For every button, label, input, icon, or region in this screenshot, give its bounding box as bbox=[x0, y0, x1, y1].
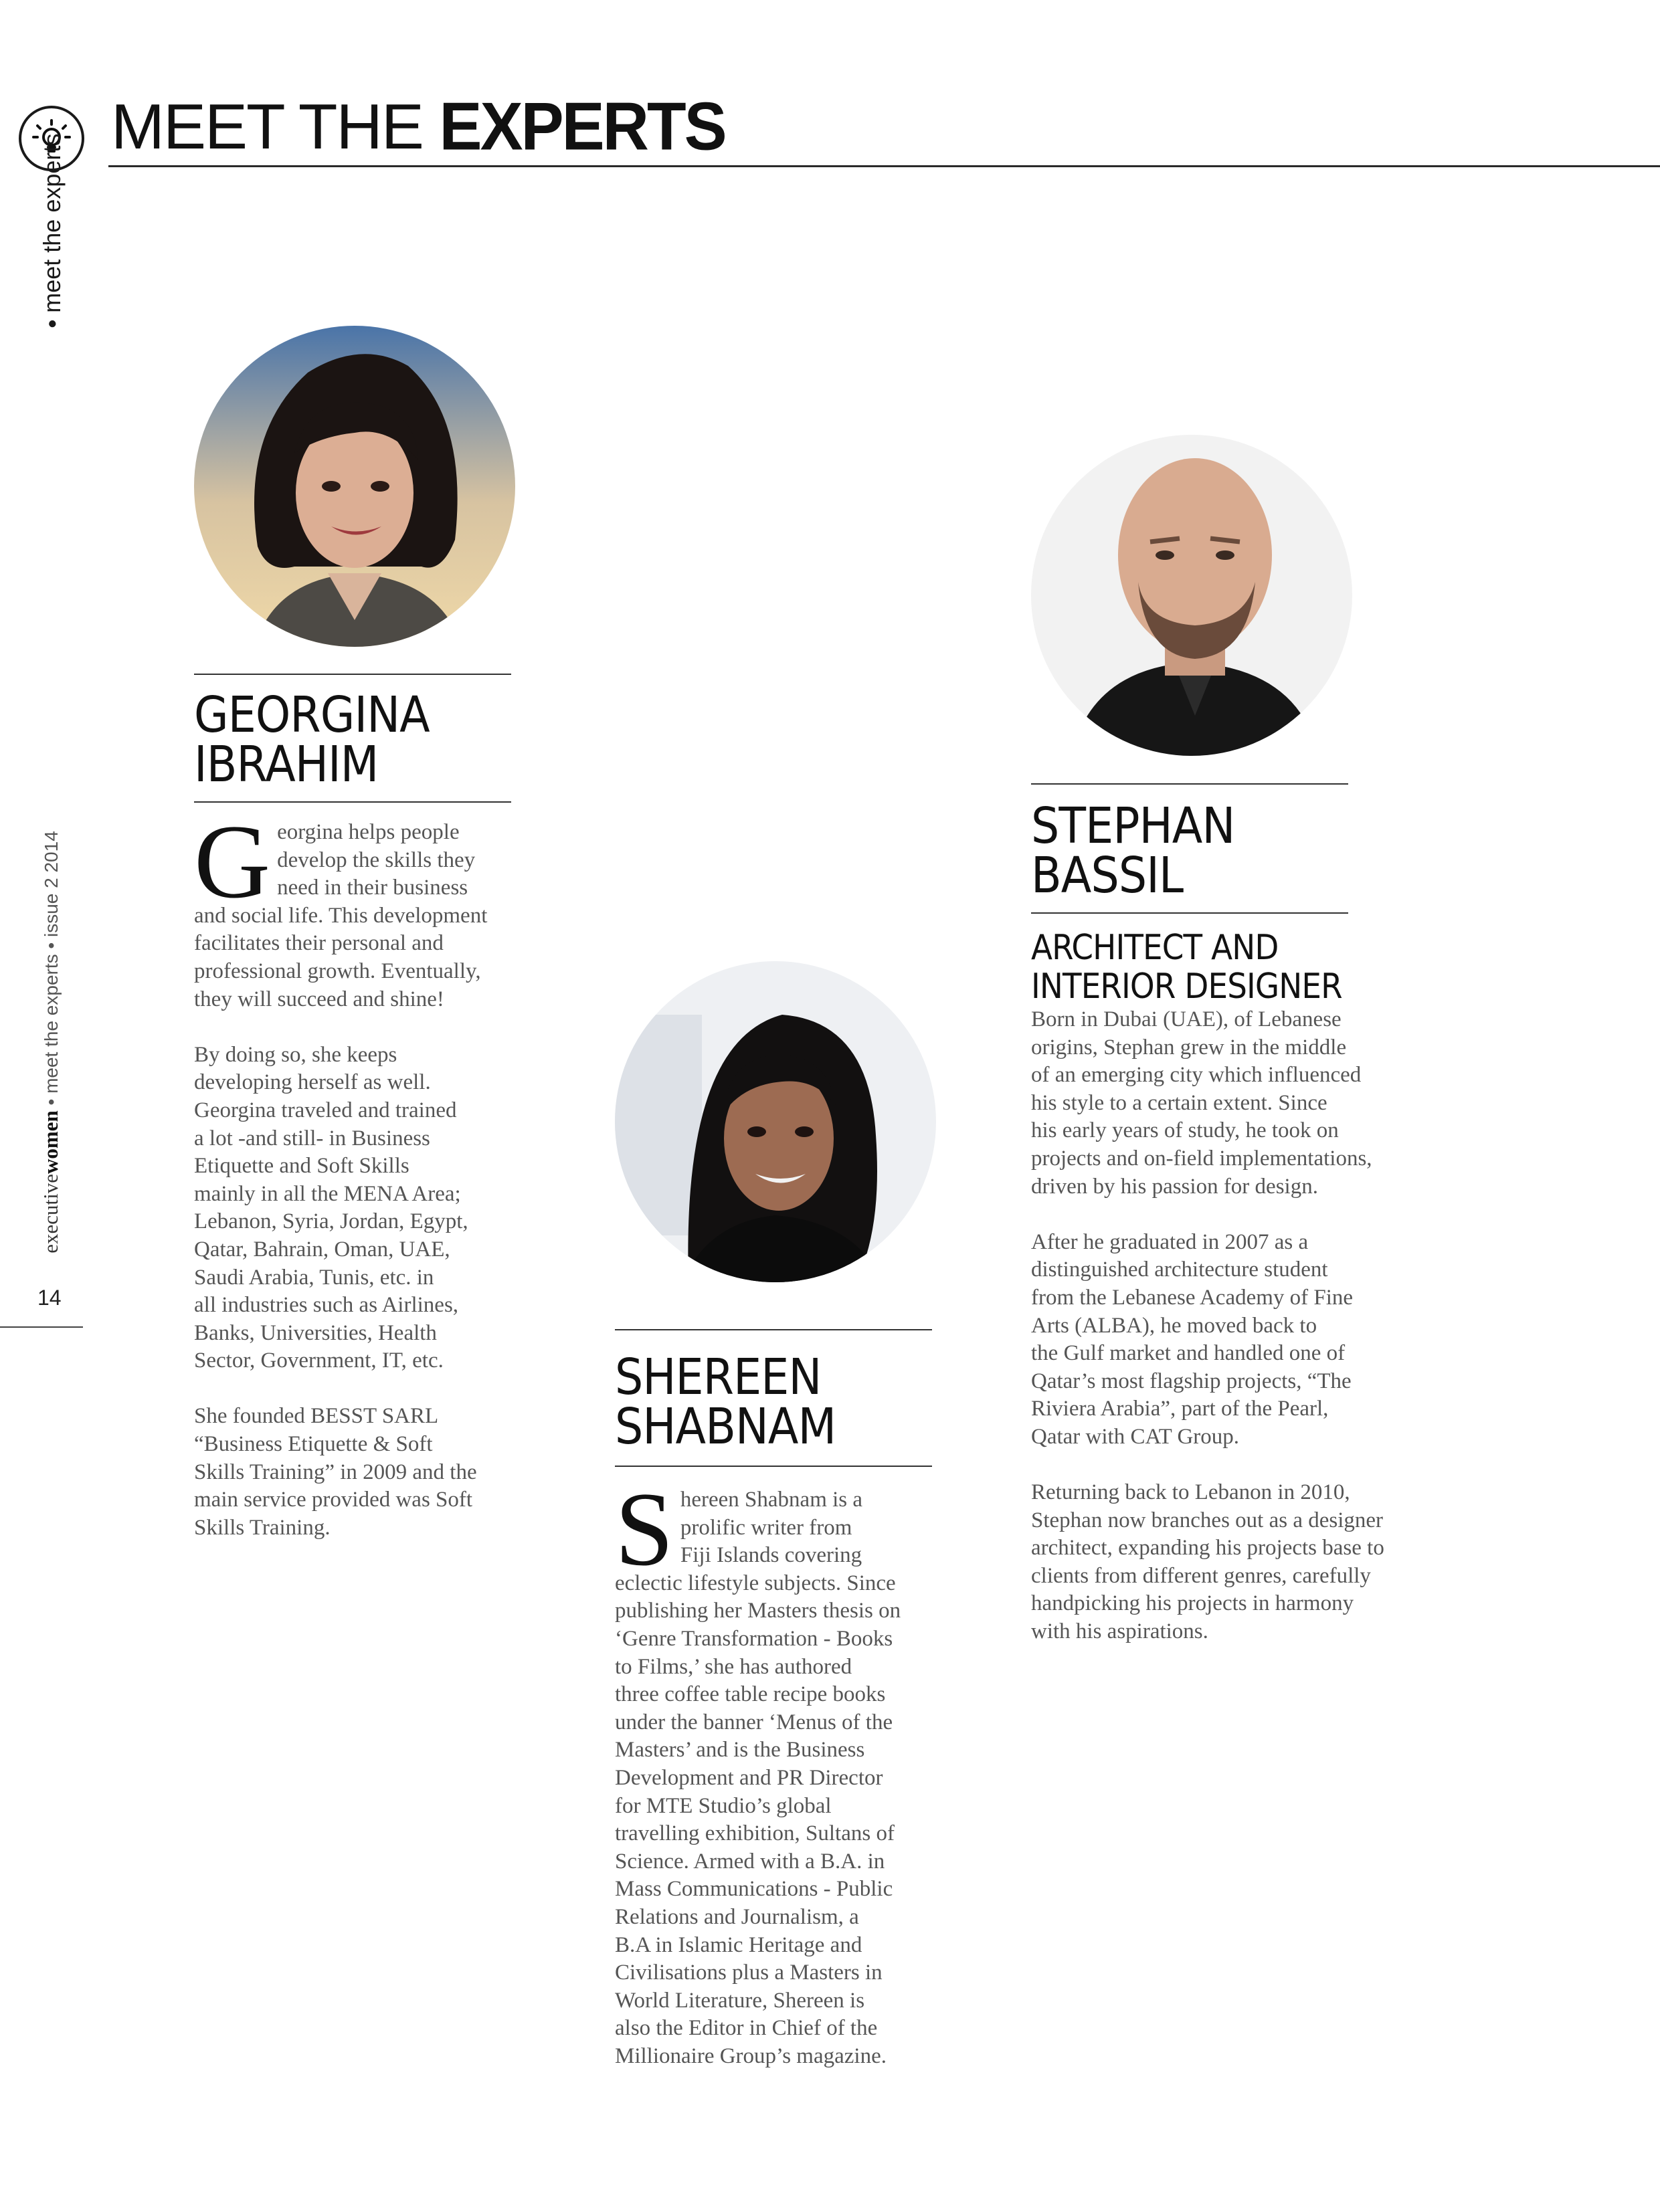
bio-line: Science. Armed with a B.A. in bbox=[615, 1849, 885, 1874]
bio-line: Riviera Arabia”, part of the Pearl, bbox=[1031, 1397, 1329, 1421]
stephan-job-title bbox=[1031, 928, 1342, 1006]
stephan-name bbox=[1031, 797, 1235, 904]
georgina-name-line2: IBRAHIM bbox=[194, 736, 379, 793]
georgina-bottom-rule bbox=[194, 801, 511, 803]
bio-line: Fiji Islands covering bbox=[680, 1543, 862, 1568]
bio-line: also the Editor in Chief of the bbox=[615, 2016, 878, 2041]
bio-line: Development and PR Director bbox=[615, 1765, 883, 1790]
bio-line: develop the skills they bbox=[277, 847, 476, 872]
page-number-divider bbox=[0, 1326, 83, 1328]
bio-line: Civilisations plus a Masters in bbox=[615, 1960, 883, 1985]
stephan-bio bbox=[1031, 1006, 1419, 1646]
section-bullet: • bbox=[38, 319, 66, 328]
bio-line: By doing so, she keeps bbox=[194, 1042, 397, 1067]
bio-line: they will succeed and shine! bbox=[194, 987, 444, 1011]
bio-line: from the Lebanese Academy of Fine bbox=[1031, 1285, 1354, 1310]
bio-line: Qatar with CAT Group. bbox=[1031, 1424, 1240, 1449]
bio-line: Qatar, Bahrain, Oman, UAE, bbox=[194, 1237, 450, 1262]
brand-executive: executive bbox=[39, 1174, 62, 1253]
bio-line: for MTE Studio’s global bbox=[615, 1793, 832, 1818]
bio-line: architect, expanding his projects base to bbox=[1031, 1536, 1384, 1561]
bio-line: with his aspirations. bbox=[1031, 1619, 1208, 1644]
bio-line: Skills Training. bbox=[194, 1515, 331, 1540]
bio-line: Etiquette and Soft Skills bbox=[194, 1154, 409, 1179]
bio-line: three coffee table recipe books bbox=[615, 1682, 886, 1707]
bio-line: prolific writer from bbox=[680, 1515, 852, 1540]
portrait-stephan bbox=[1031, 435, 1352, 756]
bio-line: a lot -and still- in Business bbox=[194, 1126, 430, 1150]
shereen-paragraph-1 bbox=[615, 1471, 932, 2070]
bio-line: Skills Training” in 2009 and the bbox=[194, 1460, 477, 1484]
bio-line: After he graduated in 2007 as a bbox=[1031, 1229, 1309, 1254]
title-divider bbox=[108, 165, 1660, 167]
bio-line: Mass Communications - Public bbox=[615, 1877, 893, 1902]
portrait-stephan-image bbox=[1031, 435, 1352, 756]
georgina-name bbox=[194, 686, 430, 793]
bio-line: Masters’ and is the Business bbox=[615, 1738, 865, 1763]
stephan-paragraph-3 bbox=[1031, 1479, 1419, 1646]
publication-text: • meet the experts • issue 2 2014 bbox=[41, 831, 62, 1111]
stephan-bottom-rule bbox=[1031, 912, 1348, 914]
stephan-job-title-line1: ARCHITECT AND bbox=[1031, 928, 1279, 968]
bio-line: the Gulf market and handled one of bbox=[1031, 1341, 1346, 1366]
bio-line: eorgina helps people bbox=[277, 820, 460, 844]
bio-line: and social life. This development bbox=[194, 903, 488, 928]
bio-line: of an emerging city which influenced bbox=[1031, 1063, 1362, 1088]
bio-line: need in their business bbox=[277, 876, 468, 900]
page-title-bold: EXPERTS bbox=[439, 89, 725, 165]
publication-line bbox=[39, 831, 63, 1253]
shereen-name-line1: SHEREEN bbox=[615, 1348, 822, 1406]
shereen-name-line2: SHABNAM bbox=[615, 1398, 836, 1455]
brand-women: women bbox=[39, 1110, 62, 1175]
stephan-job-title-line2: INTERIOR DESIGNER bbox=[1031, 967, 1342, 1007]
page-number: 14 bbox=[37, 1286, 62, 1310]
bio-line: World Literature, Shereen is bbox=[615, 1988, 865, 2013]
bio-line: facilitates their personal and bbox=[194, 931, 444, 956]
bio-line: Lebanon, Syria, Jordan, Egypt, bbox=[194, 1209, 468, 1234]
georgina-paragraph-2 bbox=[194, 1041, 511, 1375]
bio-line: eclectic lifestyle subjects. Since bbox=[615, 1571, 896, 1595]
portrait-georgina bbox=[194, 326, 515, 647]
bio-line: to Films,’ she has authored bbox=[615, 1654, 852, 1679]
georgina-top-rule bbox=[194, 674, 511, 675]
bio-line: his style to a certain extent. Since bbox=[1031, 1090, 1327, 1115]
bio-line: Returning back to Lebanon in 2010, bbox=[1031, 1480, 1350, 1505]
bio-line: driven by his passion for design. bbox=[1031, 1174, 1318, 1199]
shereen-top-rule bbox=[615, 1329, 932, 1330]
bio-line: developing herself as well. bbox=[194, 1070, 431, 1095]
bio-line: travelling exhibition, Sultans of bbox=[615, 1821, 895, 1846]
bio-line: Relations and Journalism, a bbox=[615, 1904, 859, 1929]
stephan-paragraph-2 bbox=[1031, 1229, 1419, 1451]
georgina-bio bbox=[194, 803, 511, 1542]
stephan-name-line1: STEPHAN bbox=[1031, 797, 1235, 855]
bio-line: Arts (ALBA), he moved back to bbox=[1031, 1313, 1317, 1338]
bio-line: Qatar’s most flagship projects, “The bbox=[1031, 1369, 1352, 1393]
section-label-text: meet the experts bbox=[38, 133, 66, 313]
stephan-name-line2: BASSIL bbox=[1031, 847, 1184, 904]
shereen-dropcap: S bbox=[615, 1471, 674, 1588]
bio-line: distinguished architecture student bbox=[1031, 1258, 1328, 1282]
bio-line: clients from different genres, carefully bbox=[1031, 1563, 1371, 1588]
georgina-dropcap: G bbox=[194, 803, 271, 920]
bio-line: Georgina traveled and trained bbox=[194, 1098, 457, 1122]
bio-line: main service provided was Soft bbox=[194, 1488, 473, 1512]
shereen-name bbox=[615, 1348, 836, 1455]
page-title-light: MEET THE bbox=[111, 91, 440, 163]
bio-line: Stephan now branches out as a designer bbox=[1031, 1508, 1384, 1532]
bio-line: hereen Shabnam is a bbox=[680, 1488, 863, 1512]
bio-line: publishing her Masters thesis on bbox=[615, 1599, 901, 1623]
shereen-bottom-rule bbox=[615, 1466, 932, 1467]
section-side-label bbox=[38, 134, 66, 328]
bio-line: Banks, Universities, Health bbox=[194, 1320, 437, 1345]
bio-line: professional growth. Eventually, bbox=[194, 959, 481, 983]
page-title bbox=[111, 89, 725, 165]
georgina-name-line1: GEORGINA bbox=[194, 686, 430, 744]
bio-line: under the banner ‘Menus of the bbox=[615, 1710, 893, 1734]
georgina-paragraph-3 bbox=[194, 1403, 511, 1542]
portrait-shereen-image bbox=[615, 961, 936, 1282]
bio-line: Born in Dubai (UAE), of Lebanese bbox=[1031, 1007, 1342, 1031]
georgina-paragraph-1 bbox=[194, 803, 511, 1013]
bio-line: Sector, Government, IT, etc. bbox=[194, 1348, 444, 1373]
bio-line: handpicking his projects in harmony bbox=[1031, 1591, 1354, 1616]
portrait-georgina-image bbox=[194, 326, 515, 647]
bio-line: origins, Stephan grew in the middle bbox=[1031, 1035, 1347, 1060]
portrait-shereen bbox=[615, 961, 936, 1282]
bio-line: all industries such as Airlines, bbox=[194, 1293, 459, 1318]
bio-line: mainly in all the MENA Area; bbox=[194, 1181, 461, 1206]
bio-line: projects and on-field implementations, bbox=[1031, 1146, 1372, 1171]
shereen-bio bbox=[615, 1471, 932, 2070]
stephan-paragraph-1 bbox=[1031, 1006, 1419, 1201]
bio-line: ‘Genre Transformation - Books bbox=[615, 1626, 893, 1651]
bio-line: his early years of study, he took on bbox=[1031, 1118, 1339, 1143]
stephan-top-rule bbox=[1031, 783, 1348, 785]
bio-line: She founded BESST SARL bbox=[194, 1404, 439, 1429]
bio-line: Saudi Arabia, Tunis, etc. in bbox=[194, 1265, 434, 1290]
bio-line: “Business Etiquette & Soft bbox=[194, 1432, 433, 1457]
bio-line: B.A in Islamic Heritage and bbox=[615, 1932, 862, 1957]
bio-line: Millionaire Group’s magazine. bbox=[615, 2043, 887, 2068]
